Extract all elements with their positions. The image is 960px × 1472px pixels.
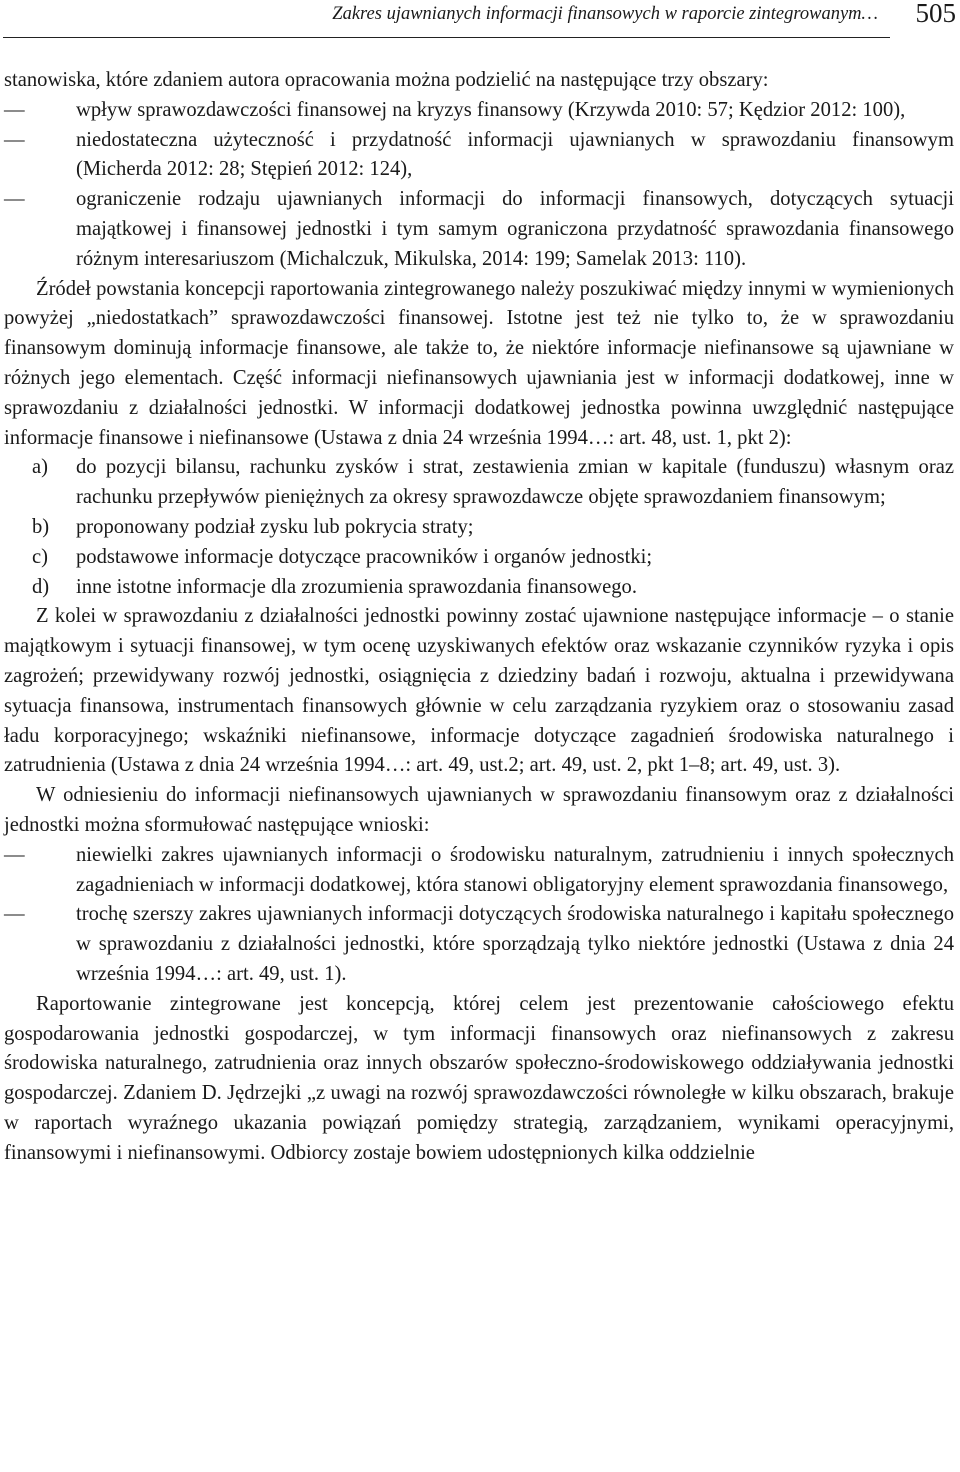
page-header <box>0 0 960 38</box>
dash-marker: — <box>4 128 25 151</box>
list-item-text: niewielki zakres ujawnianych informacji o środowisku naturalnym, zatrudnieniu i innych społecznych zagadnieniach w informacji dodatkowej, która stanowi obligatoryjny element sprawozdania finansowego, <box>76 843 954 896</box>
list-marker: c) <box>32 545 48 568</box>
list-item <box>4 126 954 186</box>
list-item <box>4 543 954 573</box>
dash-marker: — <box>4 903 25 926</box>
header-rule <box>3 37 890 38</box>
list-item-text: proponowany podział zysku lub pokrycia straty; <box>76 515 474 538</box>
alpha-list <box>4 453 954 602</box>
list-item <box>4 185 954 274</box>
dash-marker: — <box>4 188 25 211</box>
paragraph-4: W odniesieniu do informacji niefinansowych ujawnianych w sprawozdaniu finansowym oraz z działalności jednostki można sformułować następujące wnioski: <box>4 784 954 836</box>
dash-marker: — <box>4 843 25 866</box>
dash-list-2 <box>4 841 954 990</box>
list-item-text: wpływ sprawozdawczości finansowej na kryzys finansowy (Krzywda 2010: 57; Kędzior 2012: 100), <box>76 98 906 121</box>
list-item <box>4 900 954 989</box>
page-body <box>4 66 954 1168</box>
list-item <box>4 573 954 603</box>
paragraph-3: Z kolei w sprawozdaniu z działalności jednostki powinny zostać ujawnione następujące informacje – o stanie majątkowym i sytuacji finansowej, w tym ocenę uzyskiwanych efektów oraz wskazanie czynników ryzyka i opis zagrożeń; przewidywany rozwój jednostki, osiągnięcia z dziedziny badań i rozwoju, aktualna i przewidywana sytuacja finansowa, instrumentach finansowych głównie w celu zarządzania ryzykiem oraz o stosowaniu zasad ładu korporacyjnego; wskaźniki niefinansowe, informacje dotyczące zagadnień środowiska naturalnego i zatrudnienia (Ustawa z dnia 24 września 1994…: art. 49, ust.2; art. 49, ust. 2, pkt 1–8; art. 49, ust. 3). <box>4 605 954 777</box>
list-item <box>4 96 954 126</box>
page-number: 505 <box>915 0 956 28</box>
list-item-text: podstawowe informacje dotyczące pracowników i organów jednostki; <box>76 545 653 568</box>
paragraph-2: Źródeł powstania koncepcji raportowania zintegrowanego należy poszukiwać między innymi w wymienionych powyżej „niedostatkach” sprawozdawczości finansowej. Istotne jest też nie tylko to, że w sprawozdaniu finansowym dominują informacje finansowe, ale także to, że niektóre informacje niefinansowe są ujawniane w różnych jego elementach. Część informacji niefinansowych ujawniania jest w informacji dodatkowej, inne w sprawozdaniu z działalności jednostki. W informacji dodatkowej jednostka powinna uwzględnić następujące informacje finansowe i niefinansowe (Ustawa z dnia 24 września 1994…: art. 48, ust. 1, pkt 2): <box>4 277 954 449</box>
dash-list-1 <box>4 96 954 275</box>
paragraph-1: stanowiska, które zdaniem autora opracowania można podzielić na następujące trzy obszary: <box>4 69 769 91</box>
list-item <box>4 513 954 543</box>
list-item-text: ograniczenie rodzaju ujawnianych informacji do informacji finansowych, dotyczących sytuacji majątkowej i finansowej jednostki i tym samym ograniczona przydatność sprawozdania finansowego różnym interesariuszom (Michalczuk, Mikulska, 2014: 199; Samelak 2013: 110). <box>76 188 954 270</box>
list-item-text: trochę szerszy zakres ujawnianych informacji dotyczących środowiska naturalnego i kapitału społecznego w sprawozdaniu z działalności jednostki, które sporządzają tylko niektóre jednostki (Ustawa z dnia 24 września 1994…: art. 49, ust. 1). <box>76 903 954 985</box>
paragraph-5: Raportowanie zintegrowane jest koncepcją, której celem jest prezentowanie całościowego efektu gospodarowania jednostki gospodarczej, w tym informacji finansowych oraz niefinansowych z zakresu środowiska naturalnego, zatrudnienia oraz innych obszarów społeczno-środowiskowego oddziaływania jednostki gospodarczej. Zdaniem D. Jędrzejki „z uwagi na rozwój sprawozdawczości równoległe w kilku obszarach, brakuje w raportach wyraźnego ukazania powiązań pomiędzy strategią, zarządzaniem, wynikami operacyjnymi, finansowymi i niefinansowymi. Odbiorcy zostaje bowiem udostępnionych kilka oddzielnie <box>4 992 954 1164</box>
list-item <box>4 453 954 513</box>
list-marker: b) <box>32 515 50 538</box>
list-marker: d) <box>32 575 50 598</box>
list-item-text: inne istotne informacje dla zrozumienia sprawozdania finansowego. <box>76 575 637 598</box>
list-item-text: niedostateczna użyteczność i przydatność informacji ujawnianych w sprawozdaniu finansowym (Micherda 2012: 28; Stępień 2012: 124), <box>76 128 954 181</box>
list-item <box>4 841 954 901</box>
list-marker: a) <box>32 456 48 479</box>
dash-marker: — <box>4 98 25 121</box>
list-item-text: do pozycji bilansu, rachunku zysków i strat, zestawienia zmian w kapitale (funduszu) własnym oraz rachunku przepływów pieniężnych za okresy sprawozdawcze objęte sprawozdaniem finansowym; <box>76 456 954 509</box>
running-title: Zakres ujawnianych informacji finansowych w raporcie zintegrowanym… <box>332 4 878 24</box>
